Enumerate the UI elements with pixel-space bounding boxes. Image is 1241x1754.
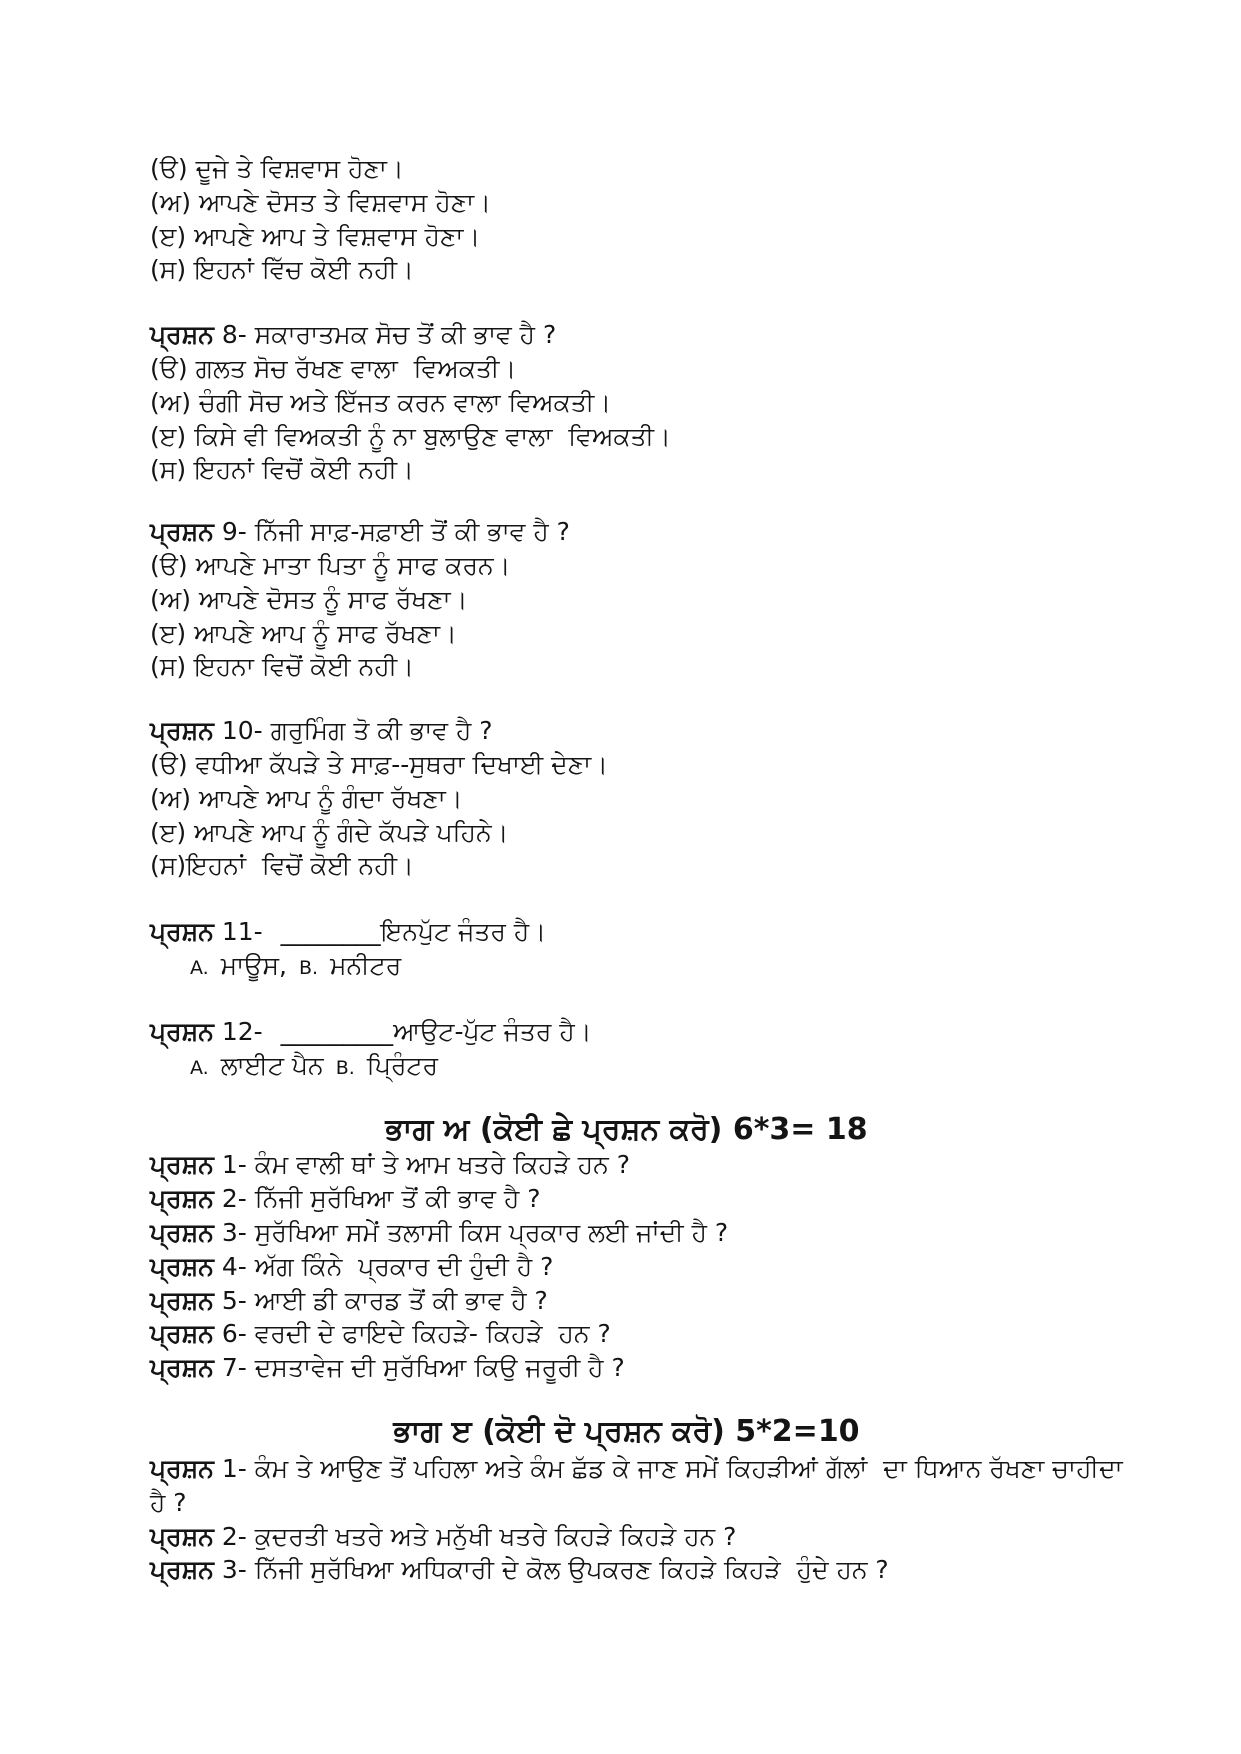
question-label: ਪ੍ਰਸ਼ਨ xyxy=(150,1521,214,1551)
option-text: (ਅ) ਆਪਣੇ ਦੋਸਤ ਨੂੰ ਸਾਫ ਰੱਖਣਾ। xyxy=(150,584,468,614)
question-label: ਪ੍ਰਸ਼ਨ xyxy=(150,1150,214,1180)
choice-text: ਪ੍ਰਿੰਟਰ xyxy=(366,1050,438,1080)
section-b-question xyxy=(150,1317,1190,1351)
question-text: ਨਿੱਜੀ ਸਾਫ਼-ਸਫ਼ਾਈ ਤੋਂ ਕੀ ਭਾਵ ਹੈ ? xyxy=(254,517,570,547)
question-label: ਪ੍ਰਸ਼ਨ xyxy=(150,1555,214,1585)
question-text-continued xyxy=(150,1486,1190,1520)
question-label: ਪ੍ਰਸ਼ਨ xyxy=(150,1353,214,1383)
option-line xyxy=(150,816,1190,850)
question-text: ਵਰਦੀ ਦੇ ਫਾਇਦੇ ਕਿਹੜੇ- ਕਿਹੜੇ ਹਨ ? xyxy=(254,1319,611,1349)
question-text: ਦਸਤਾਵੇਜ ਦੀ ਸੁਰੱਖਿਆ ਕਿਉ ਜਰੂਰੀ ਹੈ ? xyxy=(254,1353,625,1383)
question-label: ਪ੍ਰਸ਼ਨ xyxy=(150,1184,214,1214)
choice-text: ਲਾਈਟ ਪੈਨ xyxy=(220,1050,324,1080)
question-number: 11- xyxy=(221,917,263,947)
question-label: ਪ੍ਰਸ਼ਨ xyxy=(150,1016,214,1046)
option-text: (ੳ) ਵਧੀਆ ਕੱਪੜੇ ਤੇ ਸਾਫ਼--ਸੁਥਰਾ ਦਿਖਾਈ ਦੇਣਾ। xyxy=(150,749,608,779)
question-label: ਪ੍ਰਸ਼ਨ xyxy=(150,716,214,746)
choice-marker: A. xyxy=(190,956,209,979)
question-8 xyxy=(150,318,1190,352)
question-text: ਸੁਰੱਖਿਆ ਸਮੇਂ ਤਲਾਸੀ ਕਿਸ ਪ੍ਰਕਾਰ ਲਈ ਜਾਂਦੀ ਹੈ ? xyxy=(254,1217,729,1247)
section-b-question xyxy=(150,1250,1190,1284)
question-text: ਹੈ ? xyxy=(150,1487,187,1517)
question-number: 4- xyxy=(221,1251,247,1281)
choice-marker: B. xyxy=(335,1056,355,1079)
question-text: ਗਰੁਮਿੰਗ ਤੋ ਕੀ ਭਾਵ ਹੈ ? xyxy=(270,716,493,746)
option-line xyxy=(150,849,1190,883)
spacer xyxy=(150,1085,1190,1111)
question-number: 6- xyxy=(221,1319,247,1349)
question-label: ਪ੍ਰਸ਼ਨ xyxy=(150,1453,214,1483)
option-text: (ਅ) ਆਪਣੇ ਦੋਸਤ ਤੇ ਵਿਸ਼ਵਾਸ ਹੋਣਾ। xyxy=(150,187,491,217)
question-number: 3- xyxy=(221,1555,247,1585)
question-text: ਨਿੱਜੀ ਸੁਰੱਖਿਆ ਅਧਿਕਾਰੀ ਦੇ ਕੋਲ ਉਪਕਰਣ ਕਿਹੜੇ ਕਿਹੜੇ ਹੁੰਦੇ ਹਨ ? xyxy=(254,1555,889,1585)
section-c-question xyxy=(150,1520,1190,1554)
question-number: 3- xyxy=(221,1217,247,1247)
question-9 xyxy=(150,515,1190,549)
option-text: (ੳ) ਦੂਜੇ ਤੇ ਵਿਸ਼ਵਾਸ ਹੋਣਾ। xyxy=(150,154,404,183)
option-line xyxy=(150,617,1190,651)
section-b-question xyxy=(150,1351,1190,1385)
question-number: 1- xyxy=(221,1150,247,1180)
fill-blank: _________ xyxy=(280,1016,394,1046)
option-text: (ੳ) ਆਪਣੇ ਮਾਤਾ ਪਿਤਾ ਨੂੰ ਸਾਫ ਕਰਨ। xyxy=(150,550,511,580)
section-b-question xyxy=(150,1284,1190,1318)
question-label: ਪ੍ਰਸ਼ਨ xyxy=(150,917,214,947)
choice-marker: A. xyxy=(190,1056,209,1079)
choice-line xyxy=(150,1049,1190,1086)
question-number: 5- xyxy=(221,1285,247,1315)
section-b-question xyxy=(150,1216,1190,1250)
spacer xyxy=(150,684,1190,714)
question-label: ਪ੍ਰਸ਼ਨ xyxy=(150,517,214,547)
question-text: ਨਿੱਜੀ ਸੁਰੱਖਿਆ ਤੋਂ ਕੀ ਭਾਵ ਹੈ ? xyxy=(254,1184,541,1214)
option-line xyxy=(150,650,1190,684)
option-text: (ੳ) ਗਲਤ ਸੋਚ ਰੱਖਣ ਵਾਲਾ ਵਿਅਕਤੀ। xyxy=(150,353,517,383)
option-text: (ੲ) ਆਪਣੇ ਆਪ ਨੂੰ ਸਾਫ ਰੱਖਣਾ। xyxy=(150,618,457,648)
choice-line xyxy=(150,949,1190,986)
spacer xyxy=(150,487,1190,515)
section-c-question xyxy=(150,1553,1190,1587)
option-line xyxy=(150,253,1190,287)
question-label: ਪ੍ਰਸ਼ਨ xyxy=(150,320,214,350)
question-text: ਅੱਗ ਕਿੰਨੇ ਪ੍ਰਕਾਰ ਦੀ ਹੁੰਦੀ ਹੈ ? xyxy=(254,1251,554,1281)
question-label: ਪ੍ਰਸ਼ਨ xyxy=(150,1251,214,1281)
question-number: 9- xyxy=(221,517,247,547)
question-text: ਆਈ ਡੀ ਕਾਰਡ ਤੋਂ ਕੀ ਭਾਵ ਹੈ ? xyxy=(254,1285,548,1315)
question-text: ਆਉਟ-ਪੁੱਟ ਜੰਤਰ ਹੈ। xyxy=(393,1016,592,1046)
question-text: ਇਨਪੁੱਟ ਜੰਤਰ ਹੈ। xyxy=(380,917,547,947)
option-text: (ਸ) ਇਹਨਾਂ ਵਿਚੋਂ ਕੋਈ ਨਹੀ। xyxy=(150,455,414,485)
option-text: (ੲ) ਆਪਣੇ ਆਪ ਨੂੰ ਗੰਦੇ ਕੱਪੜੇ ਪਹਿਨੇ। xyxy=(150,817,509,847)
option-line xyxy=(150,420,1190,454)
spacer xyxy=(150,287,1190,318)
spacer xyxy=(150,883,1190,915)
fill-blank: ________ xyxy=(280,917,381,947)
option-text: (ਸ) ਇਹਨਾਂ ਵਿੱਚ ਕੋਈ ਨਹੀ। xyxy=(150,255,414,285)
spacer xyxy=(150,986,1190,1015)
section-b-question xyxy=(150,1182,1190,1216)
section-c-heading: ਭਾਗ ੲ (ਕੋਈ ਦੋ ਪ੍ਰਸ਼ਨ ਕਰੋ) 5*2=10 xyxy=(393,1413,860,1449)
option-text: (ਅ) ਆਪਣੇ ਆਪ ਨੂੰ ਗੰਦਾ ਰੱਖਣਾ। xyxy=(150,783,463,813)
option-line xyxy=(150,782,1190,816)
choice-marker: B. xyxy=(298,956,319,979)
option-text: (ਸ) ਇਹਨਾ ਵਿਚੋਂ ਕੋਈ ਨਹੀ। xyxy=(150,652,414,682)
question-label: ਪ੍ਰਸ਼ਨ xyxy=(150,1319,214,1349)
question-label: ਪ੍ਰਸ਼ਨ xyxy=(150,1217,214,1247)
page-content xyxy=(150,152,1190,1587)
option-text: (ੲ) ਕਿਸੇ ਵੀ ਵਿਅਕਤੀ ਨੂੰ ਨਾ ਬੁਲਾਉਣ ਵਾਲਾ ਵਿਅਕਤੀ। xyxy=(150,421,671,451)
option-text: (ੲ) ਆਪਣੇ ਆਪ ਤੇ ਵਿਸ਼ਵਾਸ ਹੋਣਾ। xyxy=(150,221,481,251)
question-number: 12- xyxy=(221,1016,263,1046)
option-line xyxy=(150,583,1190,617)
spacer xyxy=(150,1385,1190,1413)
option-line xyxy=(150,220,1190,254)
question-number: 2- xyxy=(221,1184,247,1214)
choice-text: ਮਨੀਟਰ xyxy=(330,950,402,980)
question-12 xyxy=(150,1015,1190,1049)
question-number: 1- xyxy=(221,1453,247,1483)
question-number: 7- xyxy=(221,1353,247,1383)
question-text: ਕੁਦਰਤੀ ਖਤਰੇ ਅਤੇ ਮਨੁੱਖੀ ਖਤਰੇ ਕਿਹੜੇ ਕਿਹੜੇ ਹਨ ? xyxy=(254,1521,737,1551)
option-line xyxy=(150,352,1190,386)
question-text: ਕੰਮ ਤੇ ਆਉਣ ਤੋਂ ਪਹਿਲਾ ਅਤੇ ਕੰਮ ਛੱਡ ਕੇ ਜਾਣ ਸਮੇਂ ਕਿਹੜੀਆਂ ਗੱਲਾਂ ਦਾ ਧਿਆਨ ਰੱਖਣਾ ਚਾਹੀਦਾ xyxy=(254,1453,1123,1483)
section-c-question xyxy=(150,1452,1190,1486)
question-label: ਪ੍ਰਸ਼ਨ xyxy=(150,1285,214,1315)
option-text: (ਸ)ਇਹਨਾਂ ਵਿਚੋਂ ਕੋਈ ਨਹੀ। xyxy=(150,851,414,881)
question-10 xyxy=(150,714,1190,748)
option-line xyxy=(150,549,1190,583)
question-text: ਕੰਮ ਵਾਲੀ ਥਾਂ ਤੇ ਆਮ ਖਤਰੇ ਕਿਹੜੇ ਹਨ ? xyxy=(254,1150,630,1180)
section-b-question xyxy=(150,1148,1190,1182)
section-b-heading: ਭਾਗ ਅ (ਕੋਈ ਛੇ ਪ੍ਰਸ਼ਨ ਕਰੋ) 6*3= 18 xyxy=(385,1112,868,1148)
question-number: 10- xyxy=(221,716,263,746)
option-line xyxy=(150,386,1190,420)
option-line xyxy=(150,748,1190,782)
question-number: 8- xyxy=(221,320,247,350)
question-text: ਸਕਾਰਾਤਮਕ ਸੋਚ ਤੋਂ ਕੀ ਭਾਵ ਹੈ ? xyxy=(254,320,557,350)
question-number: 2- xyxy=(221,1521,247,1551)
option-line xyxy=(150,453,1190,487)
choice-text: ਮਾਊਸ, xyxy=(220,950,287,980)
question-11 xyxy=(150,915,1190,949)
option-line xyxy=(150,186,1190,220)
option-line xyxy=(150,152,1190,186)
option-text: (ਅ) ਚੰਗੀ ਸੋਚ ਅਤੇ ਇੱਜਤ ਕਰਨ ਵਾਲਾ ਵਿਅਕਤੀ। xyxy=(150,387,612,417)
